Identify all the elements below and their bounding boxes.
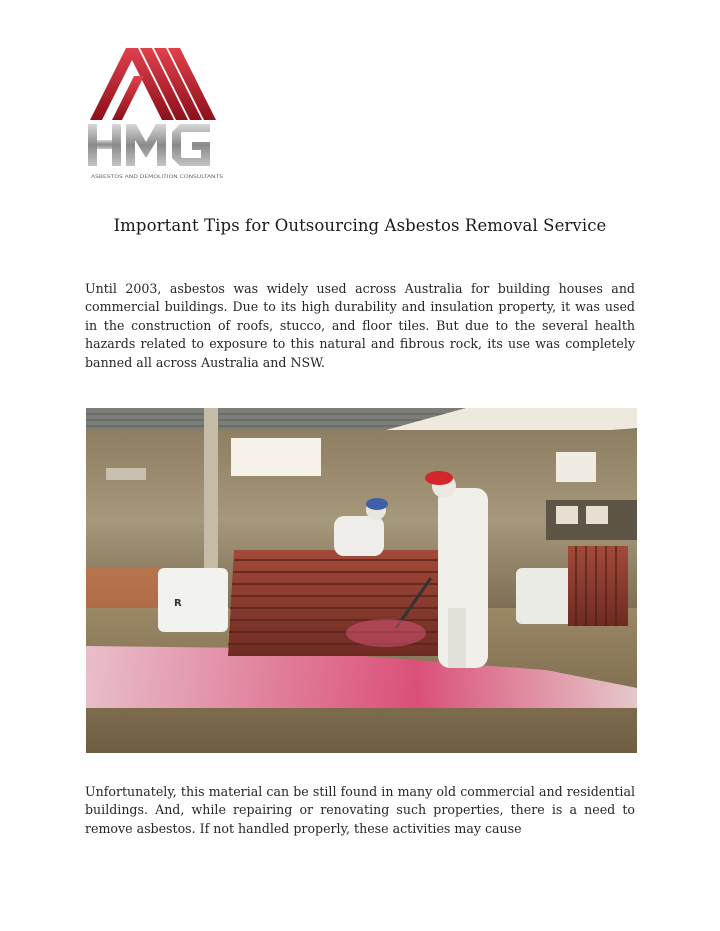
logo-letters: [88, 124, 210, 166]
body-paragraph: Unfortunately, this material can be still found in many old commercial and residential buildings. And, while repairing or renovating such properties, there is a need to remove asbestos. If not handled properly, these activities may cause: [85, 784, 635, 836]
logo-tagline: ASBESTOS AND DEMOLITION CONSULTANTS: [91, 175, 193, 180]
roof-icon: [90, 48, 216, 120]
bulk-bag: [158, 568, 228, 632]
intro-paragraph: Until 2003, asbestos was widely used across Australia for building houses and commercial buildings. Due to its high durability and insulation property, it was used in the construction of roofs, stucco, and floor tiles. But due to the several health hazards related to exposure to this natural and fibrous rock, its use was completely banned all across Australia and NSW.: [85, 281, 635, 370]
hmg-logo: [86, 44, 228, 182]
bulk-bag-label: R: [174, 598, 182, 609]
asbestos-removal-photo: [86, 408, 637, 753]
page-title: Important Tips for Outsourcing Asbestos Removal Service: [113, 216, 607, 235]
